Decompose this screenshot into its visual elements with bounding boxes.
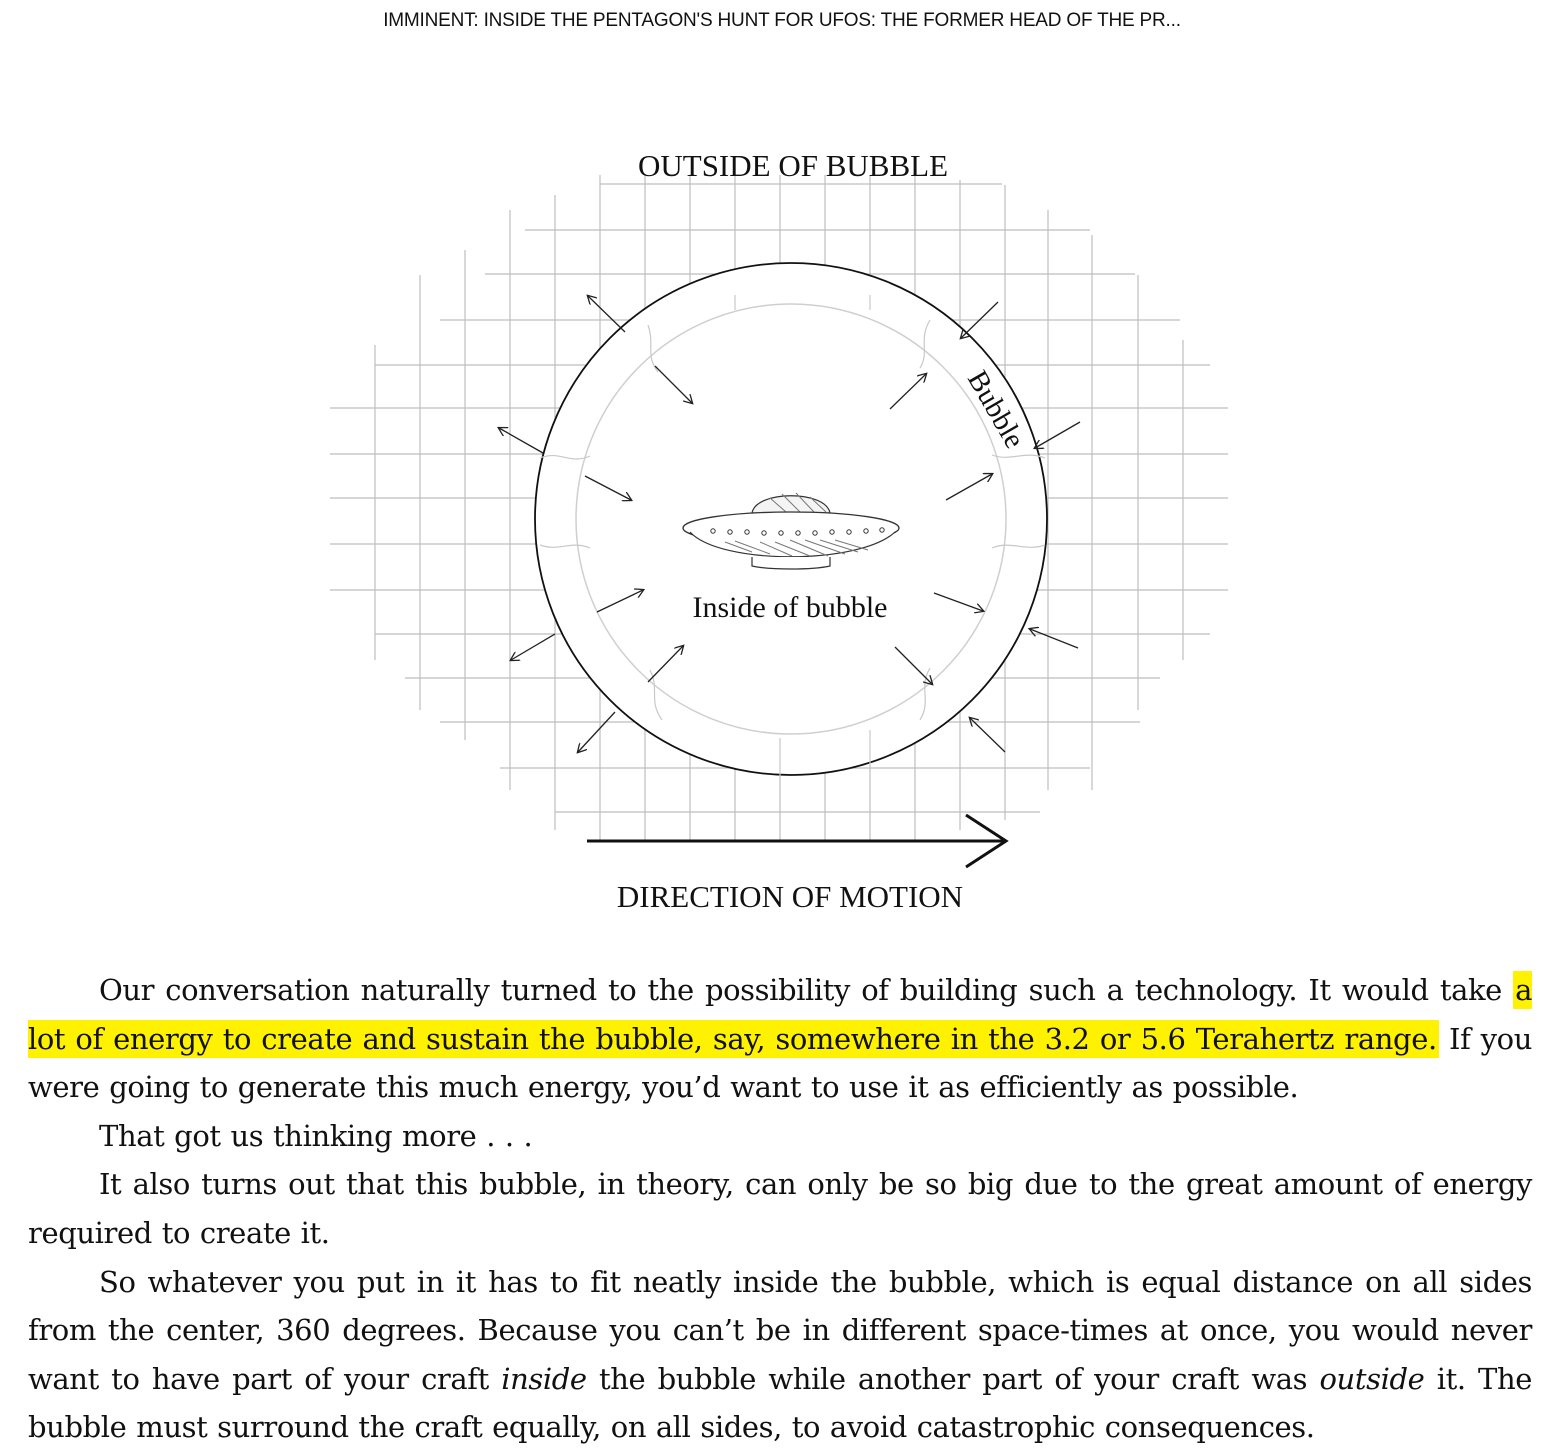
paragraph-3: It also turns out that this bubble, in theory, can only be so big due to the great amount of energy required to create it. xyxy=(28,1167,1532,1250)
inside-bubble-label: Inside of bubble xyxy=(692,591,888,624)
paragraph-1: Our conversation naturally turned to the possibility of building such a technology. It would take a lot of energy to create and sustain the bubble, say, somewhere in the 3.2 or 5.6 Terahertz range. If you were going to generate this much energy, you’d want to use it as efficiently as possible. xyxy=(28,973,1532,1105)
body-text xyxy=(28,966,1532,1452)
outside-bubble-label: OUTSIDE OF BUBBLE xyxy=(637,148,949,183)
bubble-label: Bubble xyxy=(960,365,1031,454)
paragraph-2: That got us thinking more . . . xyxy=(99,1118,533,1153)
direction-of-motion-label: DIRECTION OF MOTION xyxy=(616,879,964,914)
highlighted-passage[interactable]: a lot of energy to create and sustain the bubble, say, somewhere in the 3.2 or 5.6 Terahertz range. xyxy=(28,973,1532,1056)
book-title-header: IMMINENT: INSIDE THE PENTAGON'S HUNT FOR UFOS: THE FORMER HEAD OF THE PR... xyxy=(383,10,1181,31)
motion-arrow xyxy=(587,815,1006,867)
paragraph-4: So whatever you put in it has to fit neatly inside the bubble, which is equal distance on all sides from the center, 360 degrees. Because you can’t be in different space-times at once, you would never want to have part of your craft inside the bubble while another part of your craft was outside it. The bubble must surround the craft equally, on all sides, to avoid catastrophic consequences. xyxy=(28,1264,1532,1445)
